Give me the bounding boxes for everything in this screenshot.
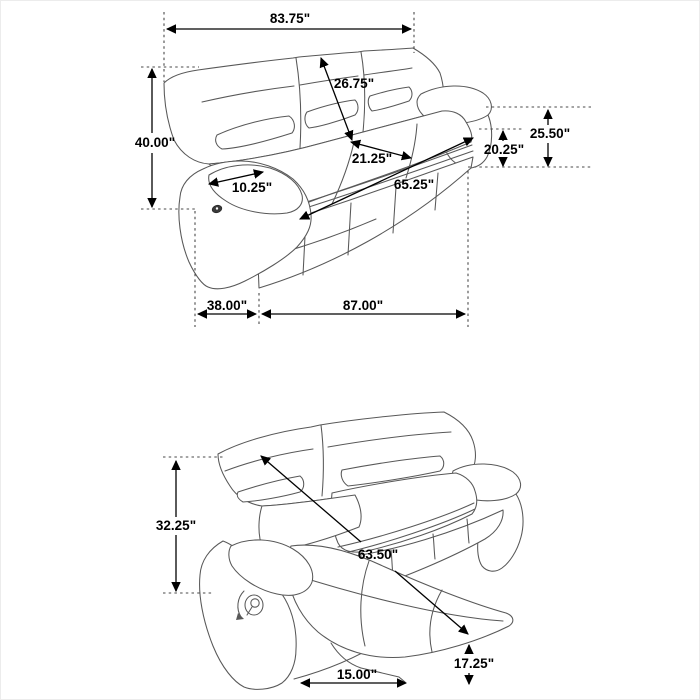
dim-reclined-width <box>262 298 465 314</box>
sofa-upright-drawing <box>164 48 492 289</box>
dim-footrest-extension-label: 15.00" <box>336 667 378 682</box>
dim-armrest-width-label: 10.25" <box>231 180 273 195</box>
dim-base-depth <box>198 298 256 314</box>
dim-back-height-label: 32.25" <box>155 518 197 533</box>
dim-overall-width-label: 83.75" <box>269 11 311 26</box>
dim-overall-width <box>167 11 411 29</box>
dim-seat-width-label: 65.25" <box>393 177 435 192</box>
dim-arm-height-label: 25.50" <box>529 126 571 141</box>
dim-recline-length-label: 63.50" <box>357 547 399 562</box>
dim-base-depth-label: 38.00" <box>206 298 248 313</box>
dim-footrest-height <box>454 645 494 684</box>
dim-footrest-height-label: 17.25" <box>453 656 495 671</box>
dim-overall-height-label: 40.00" <box>134 135 176 150</box>
dim-seat-height <box>484 131 524 166</box>
dim-reclined-width-label: 87.00" <box>342 298 384 313</box>
sofa-dimension-drawing <box>1 1 700 700</box>
dim-back-cushion-height-label: 26.75" <box>333 76 375 91</box>
dim-seat-depth-label: 21.25" <box>351 151 393 166</box>
dim-seat-height-label: 20.25" <box>483 142 525 157</box>
dim-back-height <box>156 461 196 591</box>
dim-arm-height <box>530 110 570 166</box>
